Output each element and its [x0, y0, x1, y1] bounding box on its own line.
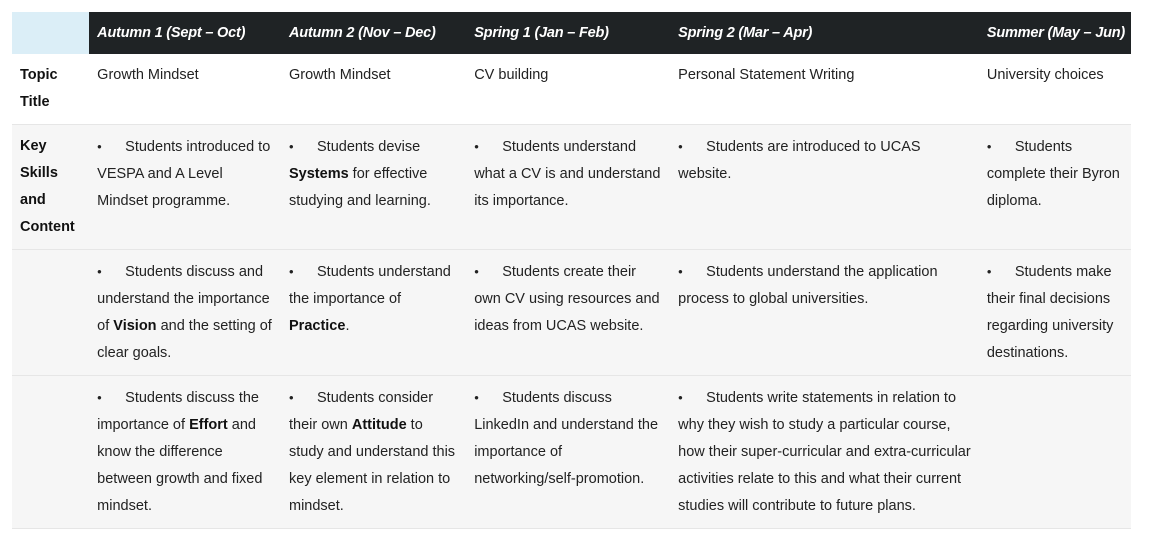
skills2-cell-summer: •Students make their final decisions regarding university destinations. [979, 250, 1131, 376]
header-autumn-1: Autumn 1 (Sept – Oct) [89, 12, 281, 54]
bullet-icon [678, 133, 706, 161]
bullet-icon [474, 384, 502, 412]
topic-cell-autumn-1: Growth Mindset [89, 54, 281, 125]
topic-title-row [12, 54, 1131, 125]
key-skills-row-1 [12, 125, 1131, 250]
skills3-cell-spring-2: •Students write statements in relation to why they wish to study a particular course, how their super-curricular and extra-curricular activities relate to this and what their current studies will contribute to future plans. [670, 376, 979, 529]
curriculum-table [12, 12, 1131, 529]
row-label-empty [12, 376, 89, 529]
topic-cell-autumn-2: Growth Mindset [281, 54, 466, 125]
bullet-icon [474, 133, 502, 161]
key-skills-row-3 [12, 376, 1131, 529]
skills2-cell-spring-1: •Students create their own CV using resources and ideas from UCAS website. [466, 250, 670, 376]
row-label-key-skills: Key Skills and Content [12, 125, 89, 250]
header-row [12, 12, 1131, 54]
topic-cell-spring-2: Personal Statement Writing [670, 54, 979, 125]
skills2-cell-spring-2: •Students understand the application process to global universities. [670, 250, 979, 376]
bullet-icon [97, 384, 125, 412]
bullet-icon [678, 258, 706, 286]
bullet-icon [474, 258, 502, 286]
skills1-cell-autumn-2: •Students devise Systems for effective studying and learning. [281, 125, 466, 250]
skills2-cell-autumn-1: •Students discuss and understand the importance of Vision and the setting of clear goals. [89, 250, 281, 376]
topic-cell-spring-1: CV building [466, 54, 670, 125]
row-label-empty [12, 250, 89, 376]
bullet-icon [987, 258, 1015, 286]
bullet-icon [97, 258, 125, 286]
header-corner-cell [12, 12, 89, 54]
key-skills-row-2 [12, 250, 1131, 376]
bullet-icon [97, 133, 125, 161]
bullet-icon [289, 258, 317, 286]
skills3-cell-summer [979, 376, 1131, 529]
bullet-icon [289, 133, 317, 161]
skills3-cell-autumn-2: •Students consider their own Attitude to study and understand this key element in relation to mindset. [281, 376, 466, 529]
header-spring-1: Spring 1 (Jan – Feb) [466, 12, 670, 54]
skills1-cell-summer: •Students complete their Byron diploma. [979, 125, 1131, 250]
skills1-cell-autumn-1: •Students introduced to VESPA and A Level Mindset programme. [89, 125, 281, 250]
header-spring-2: Spring 2 (Mar – Apr) [670, 12, 979, 54]
skills1-cell-spring-2: •Students are introduced to UCAS website. [670, 125, 979, 250]
skills3-cell-spring-1: •Students discuss LinkedIn and understand the importance of networking/self-promotion. [466, 376, 670, 529]
bullet-icon [987, 133, 1015, 161]
topic-cell-summer: University choices [979, 54, 1131, 125]
skills1-cell-spring-1: •Students understand what a CV is and understand its importance. [466, 125, 670, 250]
bullet-icon [678, 384, 706, 412]
header-autumn-2: Autumn 2 (Nov – Dec) [281, 12, 466, 54]
header-summer: Summer (May – Jun) [979, 12, 1131, 54]
skills2-cell-autumn-2: •Students understand the importance of Practice. [281, 250, 466, 376]
row-label-topic-title: Topic Title [12, 54, 89, 125]
skills3-cell-autumn-1: •Students discuss the importance of Effort and know the difference between growth and fixed mindset. [89, 376, 281, 529]
bullet-icon [289, 384, 317, 412]
